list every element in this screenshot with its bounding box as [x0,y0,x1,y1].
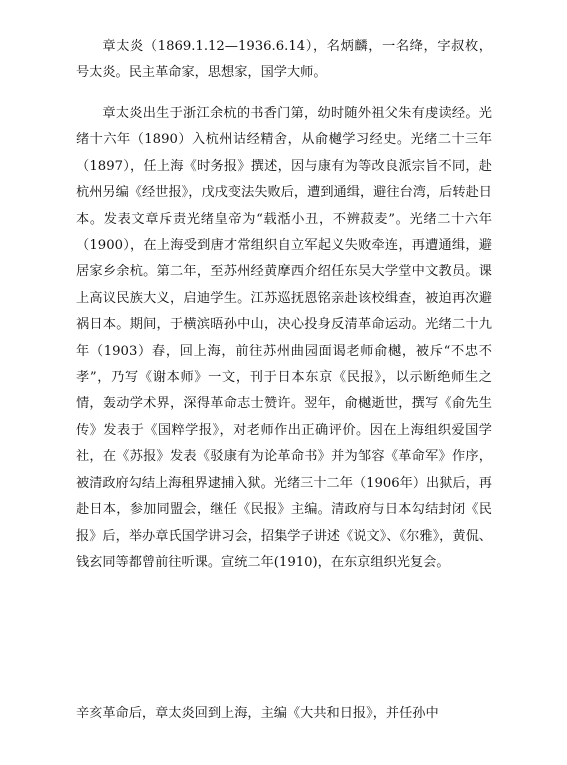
continuation-paragraph [76,701,492,727]
paragraph-text: 章太炎出生于浙江余杭的书香门第，幼时随外祖父朱有虔读经。光绪十六年（1890）入杭州诂经精舍，从俞樾学习经史。光绪二十三年（1897），任上海《时务报》撰述，因与康有为等改良派宗旨不同，赴杭州另编《经世报》，戊戌变法失败后，遭到通缉，避往台湾，后转赴日本。发表文章斥责光绪皇帝为“载湉小丑，不辨菽麦”。光绪二十六年（1900），在上海受到唐才常组织自立军起义失败牵连，再遭通缉，避居家乡余杭。第二年，至苏州经黄摩西介绍任东吴大学堂中文教员。课上高议民族大义，启迪学生。江苏巡抚恩铭亲赴该校缉查，被迫再次避祸日本。期间，于横滨晤孙中山，决心投身反清革命运动。光绪二十九年（1903）春，回上海，前往苏州曲园面谒老师俞樾，被斥“不忠不孝”，乃写《谢本师》一文，刊于日本东京《民报》，以示断绝师生之情，轰动学术界，深得革命志士赞许。翌年，俞樾逝世，撰写《俞先生传》发表于《国粹学报》，对老师作出正确评价。因在上海组织爱国学社，在《苏报》发表《驳康有为论革命书》并为邹容《革命军》作序，被清政府勾结上海租界逮捕入狱。光绪三十二年（1906年）出狱后，再赴日本，参加同盟会，继任《民报》主编。清政府与日本勾结封闭《民报》后，举办章氏国学讲习会，招集学子讲述《说文》、《尔雅》，黄侃、钱玄同等都曾前往听课。宣统二年(1910)，在东京组织光复会。 [76,106,492,570]
paragraph-text: 辛亥革命后，章太炎回到上海，主编《大共和日报》，并任孙中 [76,706,439,721]
intro-paragraph [76,34,492,87]
biography-paragraph [76,101,492,576]
paragraph-text: 章太炎（1869.1.12—1936.6.14），名炳麟，一名绛，字叔枚，号太炎。民主革命家，思想家，国学大师。 [76,39,492,81]
